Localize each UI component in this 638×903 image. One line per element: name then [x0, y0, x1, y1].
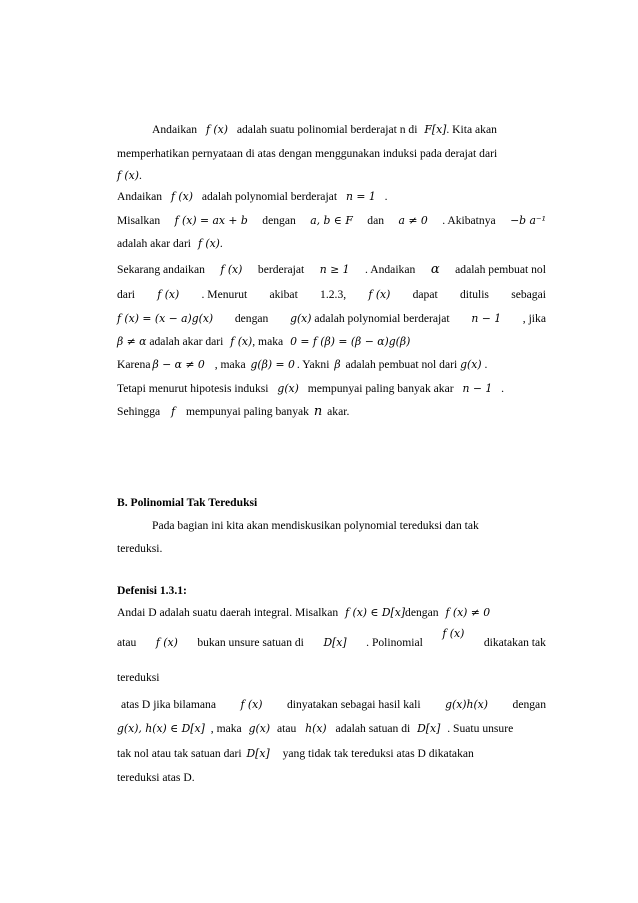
text: Pada bagian ini kita akan mendiskusikan polynomial tereduksi dan tak [152, 519, 479, 532]
math: a ≠ 0 [398, 214, 428, 227]
math: f (x) [155, 636, 178, 649]
definition-line-6 [117, 747, 546, 761]
text: adalah akar dari [117, 237, 192, 250]
math: f (x) [240, 698, 263, 711]
text: Andai D adalah suatu daerah integral. Misalkan [117, 606, 339, 619]
text: akibat [269, 288, 298, 301]
para-line-6 [117, 237, 546, 251]
definition-line-2 [117, 627, 546, 650]
text: . [484, 358, 488, 371]
text: . [501, 382, 505, 395]
text: , maka [252, 335, 284, 348]
math: f (x) [442, 627, 465, 640]
definition-line-3 [117, 671, 546, 685]
math: f [171, 405, 176, 418]
text: 1.2.3, [320, 288, 347, 301]
text: dengan [262, 214, 296, 227]
text: atas D jika bilamana [121, 698, 216, 711]
math: f (x) [205, 123, 228, 136]
text: dan [367, 214, 385, 227]
text: sebagai [511, 288, 546, 301]
math: g(β) = 0 [250, 358, 295, 371]
text: bukan unsure satuan di [197, 636, 304, 649]
text: Tetapi menurut hipotesis induksi [117, 382, 269, 395]
text: akar. [327, 405, 350, 418]
math: f (x) [220, 263, 243, 276]
text: Andaikan [117, 190, 163, 203]
math: D[x] [246, 747, 270, 760]
para-line-8 [117, 288, 546, 302]
math: n [313, 404, 323, 419]
text: . Akibatnya [442, 214, 496, 227]
math: f (x) [197, 237, 220, 250]
text: . Kita akan [446, 123, 497, 136]
math: n − 1 [471, 312, 502, 325]
text: Misalkan [117, 214, 161, 227]
para-line-1 [117, 123, 546, 137]
text: adalah satuan di [335, 722, 411, 735]
section-p1-line-2 [117, 542, 546, 556]
text: dapat [412, 288, 438, 301]
text: Karena [117, 358, 151, 371]
definition-title [117, 584, 546, 598]
text: yang tidak tak tereduksi atas D dikatakan [282, 747, 474, 760]
definition-line-4 [117, 698, 546, 712]
math: f (x) [117, 169, 139, 182]
para-line-5 [117, 214, 546, 228]
text: adalah polynomial berderajat [201, 190, 338, 203]
alpha-symbol: α [430, 262, 440, 277]
para-line-4 [117, 190, 546, 204]
text: adalah pembuat nol dari [345, 358, 458, 371]
math: f (x) ≠ 0 [445, 606, 491, 619]
text: memperhatikan pernyataan di atas dengan menggunakan induksi pada derajat dari [117, 147, 498, 160]
math: f (x) = (x − a)g(x) [117, 312, 214, 325]
math: g(x) [277, 382, 299, 395]
math: n ≥ 1 [319, 263, 350, 276]
math: β ≠ α [117, 335, 147, 348]
math: g(x) [290, 312, 312, 325]
text: . [384, 190, 388, 203]
math: h(x) [305, 722, 327, 735]
math: g(x), h(x) ∈ D[x] [117, 722, 205, 735]
para-line-2 [117, 147, 546, 161]
text: adalah pembuat nol [455, 263, 546, 276]
para-line-13 [117, 405, 546, 419]
text: , maka [210, 722, 242, 735]
math: −b a⁻¹ [510, 214, 546, 227]
math: g(x) [248, 722, 271, 735]
text: dengan [512, 698, 546, 711]
definition-line-5 [117, 722, 546, 736]
section-p1-line-1 [117, 519, 546, 533]
text: dikatakan tak [483, 636, 546, 649]
text: tereduksi. [117, 542, 163, 555]
math: β [334, 358, 341, 371]
definition-line-7 [117, 771, 546, 785]
math: a, b ∈ F [310, 214, 353, 227]
math: g(x) [460, 358, 482, 371]
text: , jika [522, 312, 546, 325]
text: Andaikan [152, 123, 198, 136]
text: adalah polynomial berderajat [314, 312, 450, 325]
text: . Andaikan [365, 263, 416, 276]
para-line-9 [117, 312, 546, 326]
math: n − 1 [462, 382, 493, 395]
text: adalah suatu polinomial berderajat n di [236, 123, 418, 136]
para-line-7 [117, 263, 546, 277]
math: F[x] [424, 123, 447, 136]
text: dinyatakan sebagai hasil kali [286, 698, 421, 711]
math: f (x) ∈ D[x] [345, 606, 406, 619]
math: D[x] [417, 722, 441, 735]
text: mempunyai paling banyak akar [307, 382, 454, 395]
text: dengan [405, 606, 439, 619]
math: β − α ≠ 0 [152, 358, 205, 371]
math: f (x) [157, 288, 180, 301]
text: . Polinomial [366, 636, 423, 649]
text: dari [117, 288, 136, 301]
section-heading [117, 496, 546, 510]
text: tereduksi atas D. [117, 771, 195, 784]
para-line-10 [117, 335, 546, 349]
para-line-12 [117, 382, 546, 396]
text: Sekarang andaikan [117, 263, 205, 276]
text: . Menurut [201, 288, 248, 301]
text: . Suatu unsure [447, 722, 514, 735]
para-line-11 [117, 358, 546, 372]
text: tereduksi [117, 671, 160, 684]
text: tak nol atau tak satuan dari [117, 747, 242, 760]
definition-line-1 [117, 606, 546, 620]
text: . [138, 169, 142, 182]
text: ditulis [459, 288, 489, 301]
text: Sehingga [117, 405, 161, 418]
math: f (x) [368, 288, 391, 301]
text: dengan [234, 312, 269, 325]
math: 0 = f (β) = (β − α)g(β) [290, 335, 411, 348]
heading-text: B. Polinomial Tak Tereduksi [117, 496, 258, 509]
para-line-3 [117, 169, 546, 183]
math: g(x)h(x) [445, 698, 488, 711]
text: atau [117, 636, 137, 649]
text: adalah akar dari [149, 335, 224, 348]
math: f (x) = ax + b [174, 214, 248, 227]
definition-title-text: Defenisi 1.3.1: [117, 584, 187, 597]
math: D[x] [323, 636, 347, 649]
text: berderajat [257, 263, 305, 276]
text: , maka [214, 358, 246, 371]
text: atau [276, 722, 297, 735]
text: . [219, 237, 223, 250]
text: mempunyai paling banyak [185, 405, 309, 418]
math: f (x) [230, 335, 253, 348]
math: n = 1 [345, 190, 376, 203]
math: f (x) [170, 190, 193, 203]
text: . Yakni [296, 358, 330, 371]
